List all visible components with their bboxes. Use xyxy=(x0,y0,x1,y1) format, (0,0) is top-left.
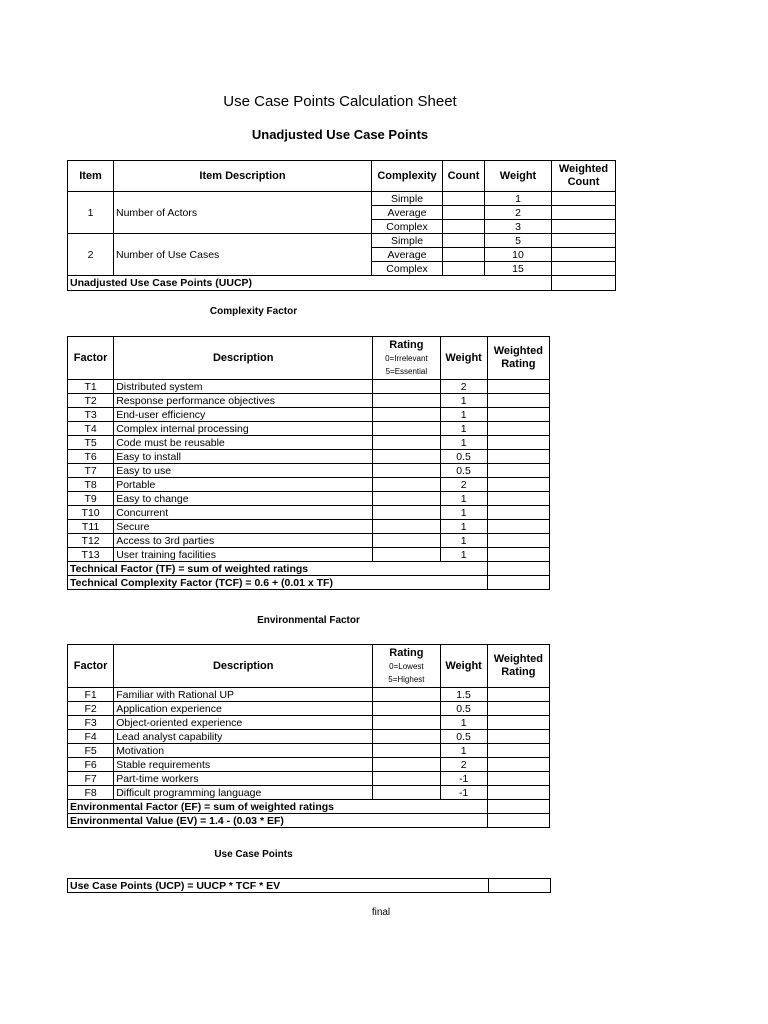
rating-input-cell[interactable] xyxy=(373,702,440,716)
weight-cell: 1 xyxy=(440,436,487,450)
weight-cell: 1 xyxy=(440,744,487,758)
ucp-table xyxy=(67,878,551,893)
factor-id: T12 xyxy=(68,534,114,548)
complexity-cell: Complex xyxy=(372,220,443,234)
factor-description: User training facilities xyxy=(114,548,373,562)
rating-input-cell[interactable] xyxy=(373,786,440,800)
weight-cell: -1 xyxy=(440,772,487,786)
factor-id: F8 xyxy=(68,786,114,800)
weight-cell: 1.5 xyxy=(440,688,487,702)
count-input-cell[interactable] xyxy=(443,262,485,276)
factor-id: T7 xyxy=(68,464,114,478)
tcf-total-row xyxy=(68,576,550,590)
factor-description: Easy to change xyxy=(114,492,373,506)
complexity-cell: Complex xyxy=(372,262,443,276)
factor-description: Distributed system xyxy=(114,380,373,394)
weighted-rating-cell[interactable] xyxy=(487,786,549,800)
factor-id: T1 xyxy=(68,380,114,394)
rating-input-cell[interactable] xyxy=(373,688,440,702)
rating-high-label: 5=Essential xyxy=(385,366,428,376)
tf-total-label: Technical Factor (TF) = sum of weighted ratings xyxy=(68,562,488,576)
table-row xyxy=(68,478,550,492)
tf-total-row xyxy=(68,562,550,576)
factor-description: End-user efficiency xyxy=(114,408,373,422)
complexity-cell: Simple xyxy=(372,192,443,206)
weighted-rating-cell[interactable] xyxy=(487,716,549,730)
table-row xyxy=(68,506,550,520)
ev-total-row xyxy=(68,814,550,828)
rating-input-cell[interactable] xyxy=(373,548,440,562)
rating-input-cell[interactable] xyxy=(373,758,440,772)
table-row xyxy=(68,436,550,450)
table-row xyxy=(68,534,550,548)
weight-cell: -1 xyxy=(440,786,487,800)
uucp-total-value[interactable] xyxy=(552,276,616,291)
tf-total-value[interactable] xyxy=(487,562,549,576)
weighted-rating-cell[interactable] xyxy=(487,492,549,506)
col-weight: Weight xyxy=(440,337,487,380)
weight-cell: 1 xyxy=(440,534,487,548)
table-row xyxy=(68,688,550,702)
table-row xyxy=(68,408,550,422)
weighted-rating-cell[interactable] xyxy=(487,730,549,744)
weighted-rating-cell[interactable] xyxy=(487,436,549,450)
factor-description: Difficult programming language xyxy=(114,786,373,800)
weighted-rating-cell[interactable] xyxy=(487,548,549,562)
factor-description: Code must be reusable xyxy=(114,436,373,450)
col-weighted-rating: Weighted Rating xyxy=(487,645,549,688)
weight-cell: 1 xyxy=(440,520,487,534)
factor-id: T3 xyxy=(68,408,114,422)
rating-low-label: 0=Lowest xyxy=(389,661,424,671)
rating-input-cell[interactable] xyxy=(373,408,440,422)
ef-total-value[interactable] xyxy=(487,800,549,814)
weight-cell: 1 xyxy=(440,492,487,506)
table-row xyxy=(68,394,550,408)
weighted-rating-cell[interactable] xyxy=(487,758,549,772)
table-row xyxy=(68,702,550,716)
weighted-count-cell[interactable] xyxy=(552,192,616,206)
rating-input-cell[interactable] xyxy=(373,450,440,464)
item-description: Number of Use Cases xyxy=(114,234,372,276)
table-row xyxy=(68,422,550,436)
complexity-cell: Simple xyxy=(372,234,443,248)
weight-cell: 1 xyxy=(440,394,487,408)
weighted-rating-cell[interactable] xyxy=(487,394,549,408)
rating-label: Rating xyxy=(389,646,424,659)
weight-cell: 1 xyxy=(440,548,487,562)
table-row xyxy=(68,548,550,562)
weight-cell: 0.5 xyxy=(440,464,487,478)
col-weight: Weight xyxy=(440,645,487,688)
factor-id: T9 xyxy=(68,492,114,506)
factor-description: Application experience xyxy=(114,702,373,716)
ucp-value-cell[interactable] xyxy=(489,879,551,893)
table-row xyxy=(68,786,550,800)
uucp-total-row xyxy=(68,276,616,291)
col-item-description: Item Description xyxy=(114,161,372,192)
ef-heading: Environmental Factor xyxy=(257,615,360,626)
factor-description: Concurrent xyxy=(114,506,373,520)
rating-input-cell[interactable] xyxy=(373,744,440,758)
rating-label: Rating xyxy=(389,338,424,351)
factor-description: Easy to use xyxy=(114,464,373,478)
table-row xyxy=(68,234,616,248)
col-weighted-count: Weighted Count xyxy=(552,161,616,192)
table-row xyxy=(68,492,550,506)
ucp-heading: Use Case Points xyxy=(214,849,293,860)
col-description: Description xyxy=(114,337,373,380)
tcf-total-value[interactable] xyxy=(487,576,549,590)
weighted-rating-cell[interactable] xyxy=(487,688,549,702)
table-row xyxy=(68,192,616,206)
table-row xyxy=(68,730,550,744)
weight-cell: 0.5 xyxy=(440,450,487,464)
weighted-rating-cell[interactable] xyxy=(487,408,549,422)
ev-total-value[interactable] xyxy=(487,814,549,828)
weighted-count-cell[interactable] xyxy=(552,234,616,248)
table-row xyxy=(68,464,550,478)
table-row xyxy=(68,520,550,534)
col-factor: Factor xyxy=(68,645,114,688)
col-factor: Factor xyxy=(68,337,114,380)
factor-id: F2 xyxy=(68,702,114,716)
weighted-count-cell[interactable] xyxy=(552,248,616,262)
count-input-cell[interactable] xyxy=(443,234,485,248)
weight-cell: 15 xyxy=(485,262,552,276)
weighted-rating-cell[interactable] xyxy=(487,772,549,786)
weight-cell: 1 xyxy=(440,716,487,730)
factor-description: Easy to install xyxy=(114,450,373,464)
weight-cell: 5 xyxy=(485,234,552,248)
uucp-table xyxy=(67,160,616,291)
ucp-label: Use Case Points (UCP) = UUCP * TCF * EV xyxy=(68,879,489,893)
factor-id: F3 xyxy=(68,716,114,730)
factor-id: T6 xyxy=(68,450,114,464)
weight-cell: 1 xyxy=(440,408,487,422)
uucp-total-label: Unadjusted Use Case Points (UUCP) xyxy=(68,276,552,291)
factor-id: F1 xyxy=(68,688,114,702)
factor-id: T4 xyxy=(68,422,114,436)
rating-input-cell[interactable] xyxy=(373,394,440,408)
rating-input-cell[interactable] xyxy=(373,436,440,450)
rating-input-cell[interactable] xyxy=(373,380,440,394)
factor-description: Response performance objectives xyxy=(114,394,373,408)
count-input-cell[interactable] xyxy=(443,220,485,234)
ef-total-row xyxy=(68,800,550,814)
factor-id: F7 xyxy=(68,772,114,786)
weighted-rating-cell[interactable] xyxy=(487,506,549,520)
col-count: Count xyxy=(443,161,485,192)
ev-total-label: Environmental Value (EV) = 1.4 - (0.03 * EF) xyxy=(68,814,488,828)
rating-input-cell[interactable] xyxy=(373,422,440,436)
factor-description: Part-time workers xyxy=(114,772,373,786)
ef-total-label: Environmental Factor (EF) = sum of weighted ratings xyxy=(68,800,488,814)
rating-high-label: 5=Highest xyxy=(388,674,425,684)
weight-cell: 2 xyxy=(440,478,487,492)
weight-cell: 3 xyxy=(485,220,552,234)
factor-id: T5 xyxy=(68,436,114,450)
weight-cell: 1 xyxy=(440,506,487,520)
tcf-heading: Complexity Factor xyxy=(209,306,298,317)
weight-cell: 0.5 xyxy=(440,730,487,744)
weighted-count-cell[interactable] xyxy=(552,220,616,234)
factor-description: Stable requirements xyxy=(114,758,373,772)
page-title: Use Case Points Calculation Sheet xyxy=(223,93,457,110)
complexity-cell: Average xyxy=(372,206,443,220)
tcf-total-label: Technical Complexity Factor (TCF) = 0.6 + (0.01 x TF) xyxy=(68,576,488,590)
count-input-cell[interactable] xyxy=(443,206,485,220)
tcf-table xyxy=(67,336,550,590)
factor-description: Access to 3rd parties xyxy=(114,534,373,548)
table-row xyxy=(68,716,550,730)
factor-id: T8 xyxy=(68,478,114,492)
col-rating xyxy=(373,337,440,380)
complexity-cell: Average xyxy=(372,248,443,262)
factor-description: Secure xyxy=(114,520,373,534)
rating-input-cell[interactable] xyxy=(373,534,440,548)
factor-id: T10 xyxy=(68,506,114,520)
factor-description: Complex internal processing xyxy=(114,422,373,436)
rating-input-cell[interactable] xyxy=(373,478,440,492)
count-input-cell[interactable] xyxy=(443,248,485,262)
weight-cell: 1 xyxy=(485,192,552,206)
table-row xyxy=(68,744,550,758)
count-input-cell[interactable] xyxy=(443,192,485,206)
weight-cell: 2 xyxy=(485,206,552,220)
rating-input-cell[interactable] xyxy=(373,730,440,744)
factor-description: Portable xyxy=(114,478,373,492)
factor-id: T11 xyxy=(68,520,114,534)
factor-description: Motivation xyxy=(114,744,373,758)
factor-description: Familiar with Rational UP xyxy=(114,688,373,702)
col-weight: Weight xyxy=(485,161,552,192)
factor-id: T2 xyxy=(68,394,114,408)
weighted-rating-cell[interactable] xyxy=(487,450,549,464)
weighted-count-cell[interactable] xyxy=(552,262,616,276)
col-weighted-rating: Weighted Rating xyxy=(487,337,549,380)
weight-cell: 1 xyxy=(440,422,487,436)
weighted-rating-cell[interactable] xyxy=(487,534,549,548)
weighted-rating-cell[interactable] xyxy=(487,380,549,394)
table-row xyxy=(68,380,550,394)
uucp-heading: Unadjusted Use Case Points xyxy=(251,127,429,142)
weighted-rating-cell[interactable] xyxy=(487,702,549,716)
item-number: 2 xyxy=(68,234,114,276)
item-number: 1 xyxy=(68,192,114,234)
item-description: Number of Actors xyxy=(114,192,372,234)
factor-id: F6 xyxy=(68,758,114,772)
table-row xyxy=(68,772,550,786)
rating-input-cell[interactable] xyxy=(373,506,440,520)
rating-low-label: 0=Irrelevant xyxy=(385,353,428,363)
rating-input-cell[interactable] xyxy=(373,772,440,786)
col-rating xyxy=(373,645,440,688)
rating-input-cell[interactable] xyxy=(373,464,440,478)
table-row xyxy=(68,450,550,464)
weighted-count-cell[interactable] xyxy=(552,206,616,220)
weight-cell: 10 xyxy=(485,248,552,262)
table-row xyxy=(68,758,550,772)
weight-cell: 0.5 xyxy=(440,702,487,716)
factor-id: F4 xyxy=(68,730,114,744)
weighted-rating-cell[interactable] xyxy=(487,520,549,534)
factor-description: Lead analyst capability xyxy=(114,730,373,744)
factor-description: Object-oriented experience xyxy=(114,716,373,730)
footer-text: final xyxy=(371,907,391,918)
rating-input-cell[interactable] xyxy=(373,716,440,730)
rating-input-cell[interactable] xyxy=(373,492,440,506)
weight-cell: 2 xyxy=(440,380,487,394)
weighted-rating-cell[interactable] xyxy=(487,478,549,492)
rating-input-cell[interactable] xyxy=(373,520,440,534)
factor-id: T13 xyxy=(68,548,114,562)
weighted-rating-cell[interactable] xyxy=(487,464,549,478)
weighted-rating-cell[interactable] xyxy=(487,422,549,436)
col-description: Description xyxy=(114,645,373,688)
col-item: Item xyxy=(68,161,114,192)
weight-cell: 2 xyxy=(440,758,487,772)
weighted-rating-cell[interactable] xyxy=(487,744,549,758)
col-complexity: Complexity xyxy=(372,161,443,192)
ef-table xyxy=(67,644,550,828)
factor-id: F5 xyxy=(68,744,114,758)
